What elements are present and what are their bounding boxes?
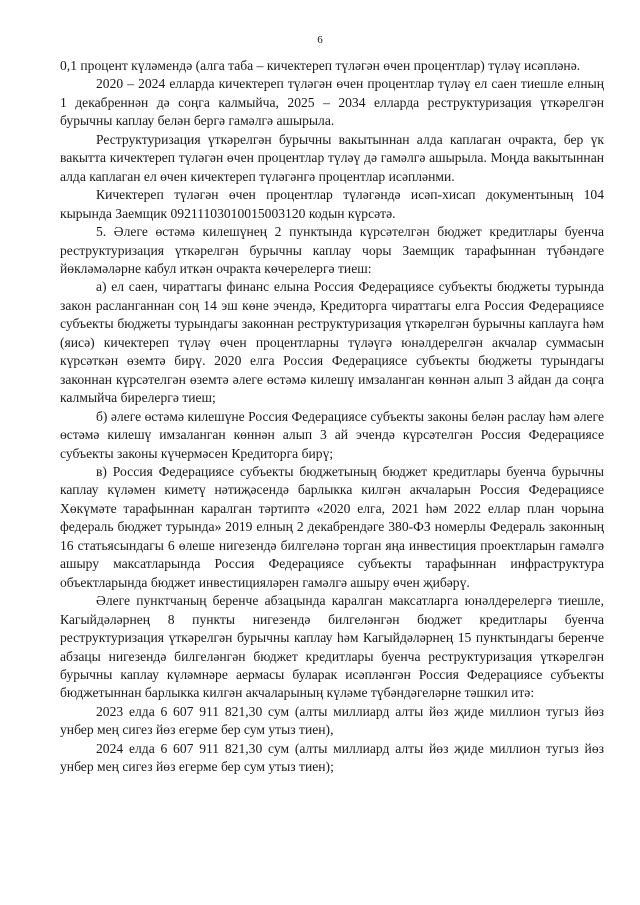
paragraph: а) ел саен, чираттагы финанс елына Россия Федерациясе субъекты бюджеты турында закон расланганнан соң 14 эш көне эчендә, Кредиторга чираттагы елга Россия Федерациясе субъекты бюджеты турындагы законнан реструктуризация үткәрелгән бурычны каплауга һәм (яисә) кичектереп түләү өчен процентларны түләүгә юнәлдерелгән акчалар суммасын күрсәткән өземтә бирү. 2020 елга Россия Федерациясе субъекты бюджеты турындагы законнан күрсәтелгән өземтә әлеге өстәмә килешү имзаланган көннән алып 3 айдан да соңга калмыйча бирелергә тиеш; <box>60 279 604 406</box>
document-body <box>60 57 604 777</box>
paragraph: 0,1 процент күләмендә (алга таба – кичектереп түләгән өчен процентлар) түләү исәпләнә. <box>60 58 581 73</box>
paragraph: б) әлеге өстәмә килешүне Россия Федерациясе субъекты законы белән раслау һәм әлеге өстәмә килешү имзаланган көннән алып 3 ай эчендә күрсәтелгән Россия Федерациясе субъекты законы күчермәсен Кредиторга бирү; <box>60 408 604 461</box>
paragraph: Реструктуризация үткәрелгән бурычны вакытыннан алда каплаган очракта, бер үк вакытта кичектереп түләгән өчен процентлар түләү дә гамәлгә ашырыла. Моңда вакытыннан алда каплаган ел өчен кичектереп түләгәнгә процентлар исәпләнми. <box>60 131 604 184</box>
paragraph: в) Россия Федерациясе субъекты бюджетының бюджет кредитлары буенча бурычны каплау күләмен киметү нәтиҗәсендә барлыкка килгән акчаларын Россия Федерациясе Хөкүмәте тарафыннан каралган тәртиптә «2020 елга, 2021 һәм 2022 еллар план чорына федераль бюджет турында» 2019 елның 2 декабрендәге 380-ФЗ номерлы Федераль законның 16 статьясындагы 6 өлеше нигезендә билгеләнә торган яңа инвестиция проектларын гамәлгә ашыру максатларында Россия Федерациясе субъекты тарафыннан инфраструктура объектларында бюджет инвестицияләрен гамәлгә ашыру өчен җибәрү. <box>60 463 604 590</box>
paragraph: 2024 елда 6 607 911 821,30 сум (алты миллиард алты йөз җиде миллион тугыз йөз унбер мең сигез йөз егерме бер сум утыз тиен); <box>60 740 604 775</box>
paragraph: Әлеге пунктчаның беренче абзацында каралган максатларга юнәлдерелергә тиешле, Кагыйдәләрнең 8 пункты нигезендә билгеләнгән бюджет кредитлары буенча реструктуризация үткәрелгән бурычны каплау һәм Кагыйдәләрнең 15 пунктындагы беренче абзацы нигезендә билгеләнгән бюджет кредитлары буенча реструктуризация үткәрелгән бурычны каплау күләмнәре аермасы буларак исәпләнгән Россия Федерациясе субъекты бюджетыннан барлыкка килгән акчаларының күләме түбәндәгеләрне тәшкил итә: <box>60 593 604 701</box>
paragraph: 2020 – 2024 елларда кичектереп түләгән өчен процентлар түләү ел саен тиешле елның 1 декабреннән дә соңга калмыйча, 2025 – 2034 елларда реструктуризация үткәрелгән бурычны каплау белән бергә гамәлгә ашырыла. <box>60 76 604 129</box>
paragraph: 5. Әлеге өстәмә килешүнең 2 пунктында күрсәтелгән бюджет кредитлары буенча реструктуризация үткәрелгән бурычны каплау чоры Заемщик тарафыннан түбәндәге йөкләмәләрне кабул иткән очракта көчерелергә тиеш: <box>60 224 604 276</box>
paragraph: 2023 елда 6 607 911 821,30 сум (алты миллиард алты йөз җиде миллион тугыз йөз унбер мең сигез йөз егерме бер сум утыз тиен), <box>60 703 604 738</box>
page-number: 6 <box>317 34 323 46</box>
paragraph: Кичектереп түләгән өчен процентлар түләгәндә исәп-хисап документының 104 кырында Заемщик 09211103010015003120 кодын күрсәтә. <box>60 187 604 221</box>
